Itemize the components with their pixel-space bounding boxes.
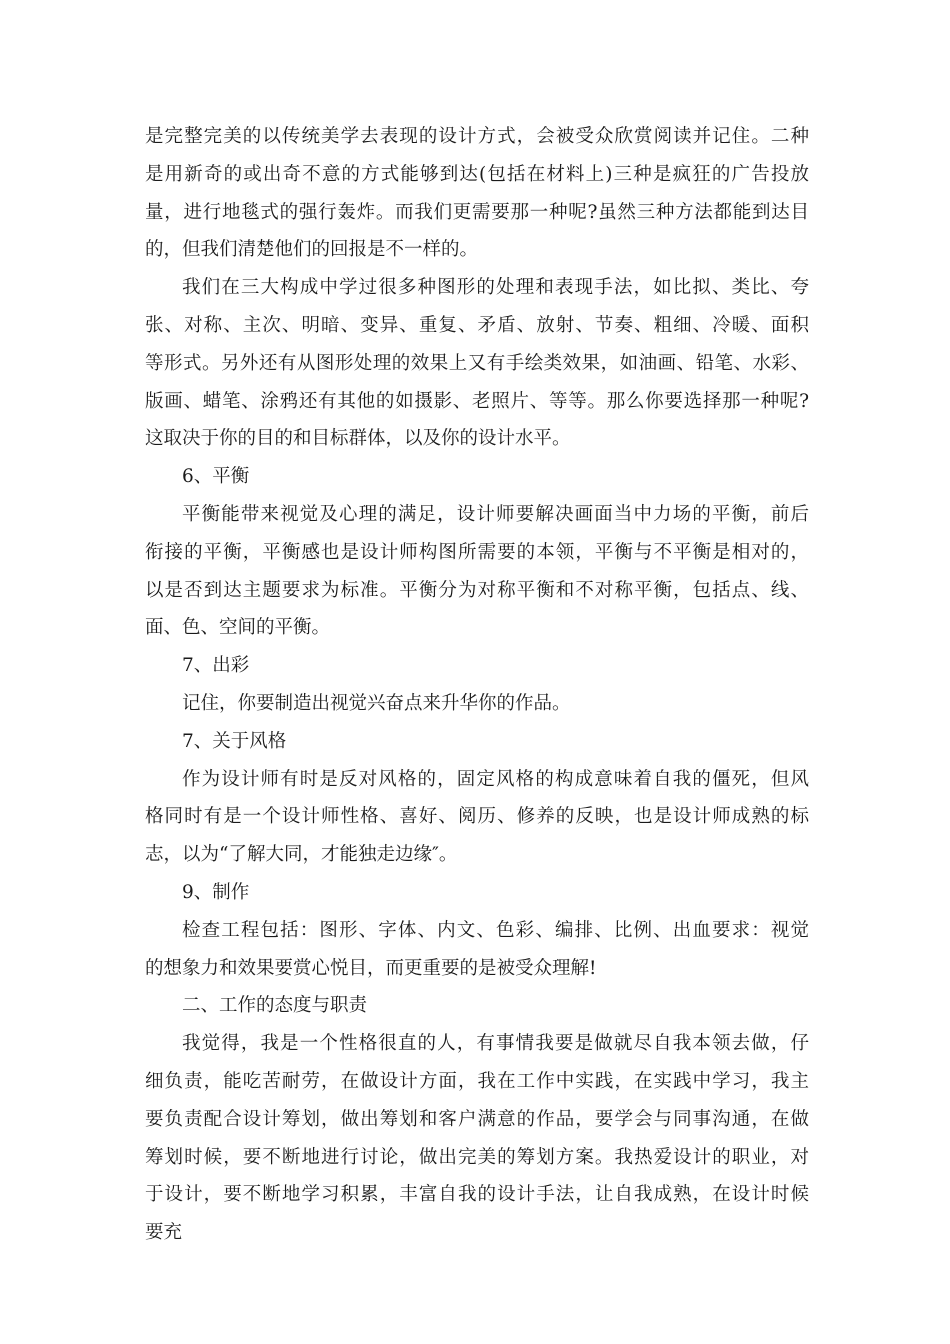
text-line: 以是否到达主题要求为标准。平衡分为对称平衡和不对称平衡，包括点、线、 (145, 579, 809, 601)
section-heading: 6、平衡 (182, 466, 250, 488)
section-heading: 二、工作的态度与职责 (182, 995, 368, 1017)
text-line: 记住，你要制造出视觉兴奋点来升华你的作品。 (182, 692, 571, 714)
text-line: 格同时有是一个设计师性格、喜好、阅历、修养的反映，也是设计师成熟的标 (145, 806, 809, 828)
text-line: 张、对称、主次、明暗、变异、重复、矛盾、放射、节奏、粗细、冷暖、面积 (145, 314, 809, 336)
text-line: 要负责配合设计筹划，做出筹划和客户满意的作品，要学会与同事沟通，在做 (145, 1108, 809, 1130)
text-line: 细负责，能吃苦耐劳，在做设计方面，我在工作中实践，在实践中学习，我主 (145, 1070, 809, 1092)
text-line: 量，进行地毯式的强行轰炸。而我们更需要那一种呢?虽然三种方法都能到达目 (145, 201, 809, 223)
text-line: 我觉得，我是一个性格很直的人，有事情我要是做就尽自我本领去做，仔 (182, 1033, 809, 1055)
text-line: 衔接的平衡，平衡感也是设计师构图所需要的本领，平衡与不平衡是相对的， (145, 541, 809, 563)
text-line: 是完整完美的以传统美学去表现的设计方式，会被受众欣赏阅读并记住。二种 (145, 126, 809, 147)
section-heading: 7、出彩 (182, 655, 250, 677)
text-line: 我们在三大构成中学过很多种图形的处理和表现手法，如比拟、类比、夸 (182, 277, 809, 299)
section-heading: 9、制作 (182, 881, 250, 903)
section-heading: 7、关于风格 (182, 730, 287, 752)
text-line: 的，但我们清楚他们的回报是不一样的。 (145, 239, 479, 261)
text-line: 版画、蜡笔、涂鸦还有其他的如摄影、老照片、等等。那么你要选择那一种呢? (145, 390, 809, 412)
text-line: 要充 (145, 1222, 183, 1244)
text-line: 作为设计师有时是反对风格的，固定风格的构成意味着自我的僵死，但风 (182, 768, 809, 790)
text-line: 是用新奇的或出奇不意的方式能够到达(包括在材料上)三种是疯狂的广告投放 (145, 163, 809, 185)
text-line: 筹划时候，要不断地进行讨论，做出完美的筹划方案。我热爱设计的职业，对 (145, 1146, 809, 1168)
text-line: 于设计，要不断地学习积累，丰富自我的设计手法，让自我成熟，在设计时候 (145, 1184, 809, 1206)
text-line: 这取决于你的目的和目标群体，以及你的设计水平。 (145, 428, 571, 450)
text-line: 的想象力和效果要赏心悦目，而更重要的是被受众理解! (145, 957, 597, 979)
document-body (145, 118, 809, 1252)
text-line: 平衡能带来视觉及心理的满足，设计师要解决画面当中力场的平衡，前后 (182, 503, 809, 525)
text-line: 等形式。另外还有从图形处理的效果上又有手绘类效果，如油画、铅笔、水彩、 (145, 352, 809, 374)
text-line: 检查工程包括：图形、字体、内文、色彩、编排、比例、出血要求：视觉 (182, 919, 809, 941)
text-line: 志，以为“了解大同，才能独走边缘″。 (145, 844, 458, 866)
text-line: 面、色、空间的平衡。 (145, 617, 331, 639)
